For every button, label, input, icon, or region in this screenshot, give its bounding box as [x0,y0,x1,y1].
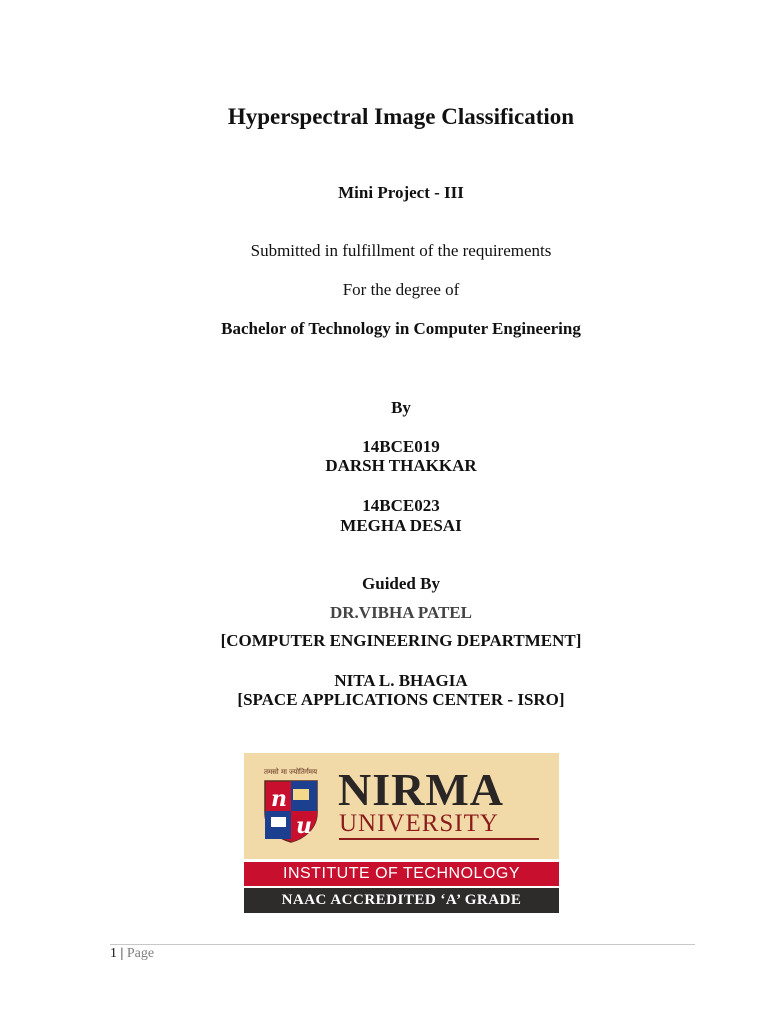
submission-statement: Submitted in fulfillment of the requirements [250,241,552,260]
logo-institute-banner: INSTITUTE OF TECHNOLOGY [244,862,559,886]
logo-name: NIRMA [338,764,504,815]
degree-name: Bachelor of Technology in Computer Engineering [221,319,581,338]
logo-motto: तमसो मा ज्योतिर्गमय [264,768,318,776]
emblem-letter: n [271,786,287,812]
guide-name: DR.VIBHA PATEL [329,603,472,622]
logo-university: UNIVERSITY [339,810,499,837]
student-id: 14BCE023 [362,496,440,515]
document-title: Hyperspectral Image Classification [227,104,575,129]
student-id: 14BCE019 [362,437,440,456]
page-footer [110,946,154,962]
project-subtitle: Mini Project - III [338,183,464,202]
guide-department: [SPACE APPLICATIONS CENTER - ISRO] [237,690,565,709]
logo-accreditation-banner: NAAC ACCREDITED ‘A’ GRADE [244,888,559,913]
guide-department: [COMPUTER ENGINEERING DEPARTMENT] [220,631,582,650]
footer-divider [110,944,695,945]
shield-emblem-icon [263,779,319,843]
guided-by-label: Guided By [362,574,440,593]
footer-separator: | [117,946,127,961]
guide-name: NITA L. BHAGIA [334,671,468,690]
student-name: MEGHA DESAI [340,516,462,535]
emblem-letter: u [296,813,312,839]
degree-intro: For the degree of [342,280,460,299]
nirma-university-logo [244,753,559,913]
student-name: DARSH THAKKAR [325,456,477,475]
by-label: By [391,398,411,417]
page-number: 1 [110,946,117,961]
page-label: Page [126,946,155,961]
logo-divider [339,838,539,840]
